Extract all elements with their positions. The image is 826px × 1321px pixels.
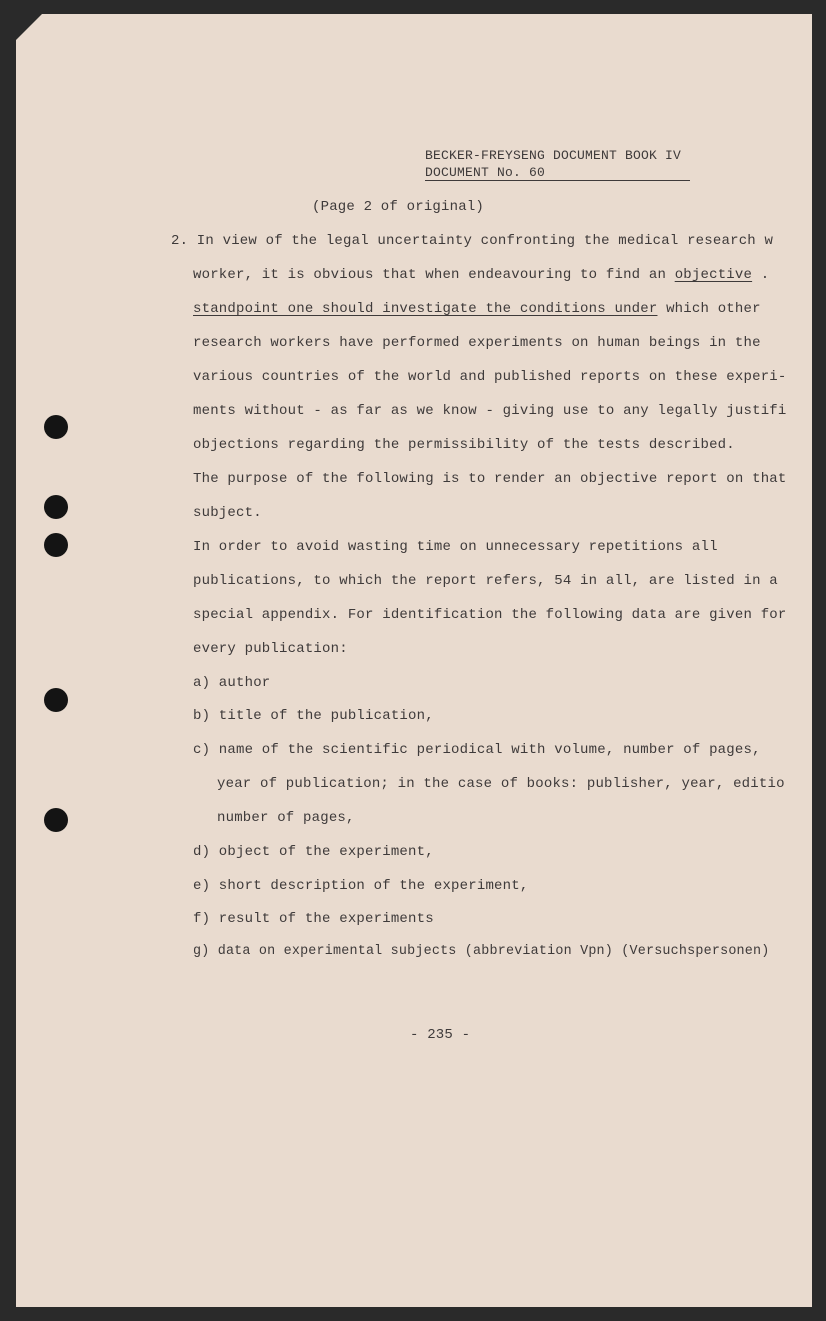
- underlined-standpoint: standpoint one should investigate the conditions: [193, 301, 615, 317]
- list-item-g: g) data on experimental subjects (abbreviation Vpn) (Versuchspersonen): [193, 944, 770, 959]
- list-item-c-cont2: number of pages,: [217, 810, 355, 826]
- punch-hole-icon: [44, 415, 68, 439]
- punch-hole-icon: [44, 688, 68, 712]
- torn-corner: [16, 14, 42, 40]
- punch-hole-icon: [44, 495, 68, 519]
- para2-line7: objections regarding the permissibility of the tests described.: [193, 437, 735, 453]
- para2-line9: subject.: [193, 505, 262, 521]
- punch-hole-icon: [44, 808, 68, 832]
- para2-line2: worker, it is obvious that when endeavouring to find an objective .: [193, 267, 770, 283]
- list-item-a: a) author: [193, 675, 271, 691]
- punch-hole-icon: [44, 533, 68, 557]
- para3-line1: In order to avoid wasting time on unnecessary repetitions all: [193, 539, 718, 555]
- header-underline: [425, 180, 690, 181]
- list-item-d: d) object of the experiment,: [193, 844, 434, 860]
- underlined-objective: objective: [674, 267, 753, 283]
- para3-line4: every publication:: [193, 641, 348, 657]
- document-number: DOCUMENT No. 60: [425, 165, 546, 180]
- para2-line6: ments without - as far as we know - giving use to any legally justifi: [193, 403, 787, 419]
- document-book-title: BECKER-FREYSENG DOCUMENT BOOK IV: [425, 148, 682, 163]
- list-item-c: c) name of the scientific periodical with volume, number of pages,: [193, 742, 761, 758]
- list-item-b: b) title of the publication,: [193, 708, 434, 724]
- para3-line3: special appendix. For identification the following data are given for: [193, 607, 787, 623]
- para2-line8: The purpose of the following is to render an objective report on that: [193, 471, 787, 487]
- page-reference: (Page 2 of original): [312, 199, 485, 215]
- para3-line2: publications, to which the report refers, 54 in all, are listed in a: [193, 573, 778, 589]
- list-item-f: f) result of the experiments: [193, 911, 434, 927]
- para2-line1: 2. In view of the legal uncertainty confronting the medical research w: [171, 233, 774, 249]
- para2-line3: standpoint one should investigate the conditions under which other: [193, 301, 761, 317]
- list-item-e: e) short description of the experiment,: [193, 878, 529, 894]
- document-page: [16, 14, 812, 1307]
- list-item-c-cont: year of publication; in the case of books: publisher, year, editio: [217, 776, 785, 792]
- para2-line5: various countries of the world and published reports on these experi-: [193, 369, 787, 385]
- page-number: - 235 -: [410, 1027, 471, 1043]
- para2-line4: research workers have performed experiments on human beings in the: [193, 335, 761, 351]
